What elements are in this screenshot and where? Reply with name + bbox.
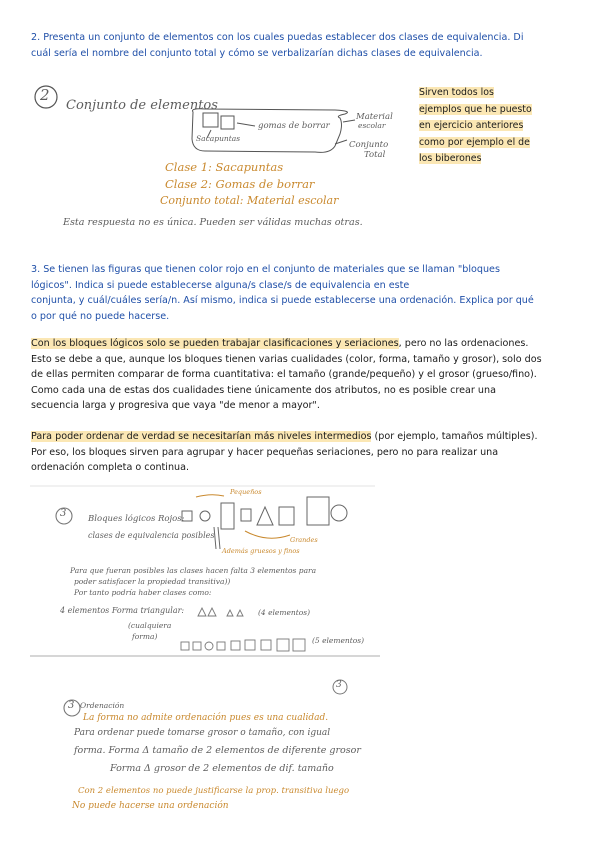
handwritten-para-1: Para que fueran posibles las clases hacen falta 3 elementos para: [70, 566, 317, 575]
handwritten-clase-2: Clase 2: Gomas de borrar: [165, 177, 315, 191]
handwritten-line-5: Con 2 elementos no puede justificarse la prop. transitiva luego: [78, 786, 350, 796]
side-note: [419, 85, 549, 168]
label-delgados: Además gruesos y finos: [222, 547, 300, 555]
question-2: [31, 30, 524, 61]
handwritten-number: 2: [40, 86, 50, 104]
handwritten-line-2: Para ordenar puede tomarse grosor o tamaño, con igual: [74, 728, 331, 738]
question-3-line-4: o por qué no puede hacerse.: [31, 310, 170, 322]
handwritten-number-3: 3: [60, 508, 67, 519]
handwritten-forma-2: forma): [132, 632, 158, 641]
handwritten-para-2: poder satisfacer la propiedad transitiva)): [74, 577, 231, 586]
answer-1-line-2: Esto se debe a que, aunque los bloques tienen varias cualidades (color, forma, tamaño y grosor), solo dos: [31, 353, 542, 365]
handwritten-note: Esta respuesta no es única. Pueden ser válidas muchas otras.: [63, 217, 363, 228]
side-note-line-5: los biberones: [419, 153, 482, 164]
question-3: [31, 262, 534, 324]
handwritten-ordenacion: Ordenación: [80, 701, 125, 710]
figure-3-bottom-line: [30, 654, 380, 658]
question-3-line-2: lógicos". Indica si puede establecerse alguna/s clase/s de equivalencia en este: [31, 279, 410, 291]
label-material: Material: [356, 112, 393, 122]
side-note-line-4: como por ejemplo el de: [419, 136, 530, 148]
handwritten-line-4: Forma Δ grosor de 2 elementos de dif. tamaño: [110, 763, 334, 774]
side-note-line-3: en ejercicio anteriores: [419, 120, 524, 131]
label-gomas: gomas de borrar: [258, 121, 330, 131]
handwritten-clases: clases de equivalencia posibles: [88, 531, 215, 540]
handwritten-elem-5: (5 elementos): [312, 636, 365, 645]
handwritten-para-3: Por tanto podría haber clases como:: [74, 588, 212, 597]
answer-1-line-4: Como cada una de estas dos cualidades tiene únicamente dos atributos, no es posible crear una: [31, 384, 496, 396]
label-escolar: escolar: [358, 121, 386, 130]
handwritten-title: Conjunto de elementos: [66, 98, 218, 113]
side-note-line-2: ejemplos que he puesto: [419, 103, 532, 115]
question-3-line-3: conjunta, y cuál/cuáles sería/n. Así mismo, indica si puede establecerse una ordenación. Explica por qué: [31, 295, 534, 306]
blocks-shapes: [175, 493, 355, 553]
answer-1-rest: , pero no las ordenaciones.: [398, 338, 529, 349]
label-conjunto: Conjunto: [349, 140, 389, 150]
answer-2-highlight: Para poder ordenar de verdad se necesitarían más niveles intermedios: [31, 431, 372, 442]
answer-paragraph-1: [31, 336, 542, 414]
handwritten-cualquiera: (cualquiera: [128, 621, 172, 630]
handwritten-number-4: 3: [68, 700, 75, 711]
handwritten-line-6: No puede hacerse una ordenación: [72, 801, 229, 811]
answer-2-line-3: ordenación completa o continua.: [31, 462, 190, 473]
handwritten-line-3: forma. Forma Δ tamaño de 2 elementos de diferente grosor: [74, 745, 361, 756]
label-total: Total: [364, 150, 386, 160]
answer-2-line-2: Por eso, los bloques sirven para agrupar y hacer pequeñas seriaciones, pero no para realizar una: [31, 446, 499, 458]
handwritten-small-number: 3: [336, 680, 342, 690]
question-2-line-2: cuál sería el nombre del conjunto total y cómo se verbalizarían dichas clases de equivalencia.: [31, 47, 483, 59]
handwritten-elem-4: (4 elementos): [258, 608, 311, 617]
handwritten-conjunto-total: Conjunto total: Material escolar: [160, 194, 339, 207]
small-blocks-row: [175, 604, 315, 654]
label-grandes: Grandes: [290, 536, 318, 544]
handwritten-bloques: Bloques lógicos Rojos:: [88, 514, 185, 524]
answer-1-line-5: secuencia larga y progresiva que vaya "de menor a mayor".: [31, 400, 320, 411]
figure-3-border-line: [30, 484, 375, 488]
handwritten-forma: 4 elementos Forma triangular:: [60, 606, 185, 615]
side-note-line-1: Sirven todos los: [419, 87, 494, 98]
label-pequenos: Pequeños: [230, 488, 262, 496]
handwritten-line-1: La forma no admite ordenación pues es una cualidad.: [83, 713, 329, 723]
question-2-line-1: 2. Presenta un conjunto de elementos con los cuales puedas establecer dos clases de equivalencia. Di: [31, 32, 524, 43]
label-sacapuntas: Sacapuntas: [196, 134, 241, 143]
question-3-line-1: 3. Se tienen las figuras que tienen color rojo en el conjunto de materiales que se llaman "bloques: [31, 264, 500, 275]
answer-1-line-3: de ellas permiten comparar de forma cuantitativa: el tamaño (grande/pequeño) y el grosor (grueso/fino).: [31, 369, 537, 380]
handwritten-clase-1: Clase 1: Sacapuntas: [165, 160, 284, 174]
answer-paragraph-2: [31, 429, 538, 476]
answer-2-rest: (por ejemplo, tamaños múltiples).: [371, 431, 538, 442]
answer-1-highlight: Con los bloques lógicos solo se pueden trabajar clasificaciones y seriaciones: [31, 338, 399, 349]
